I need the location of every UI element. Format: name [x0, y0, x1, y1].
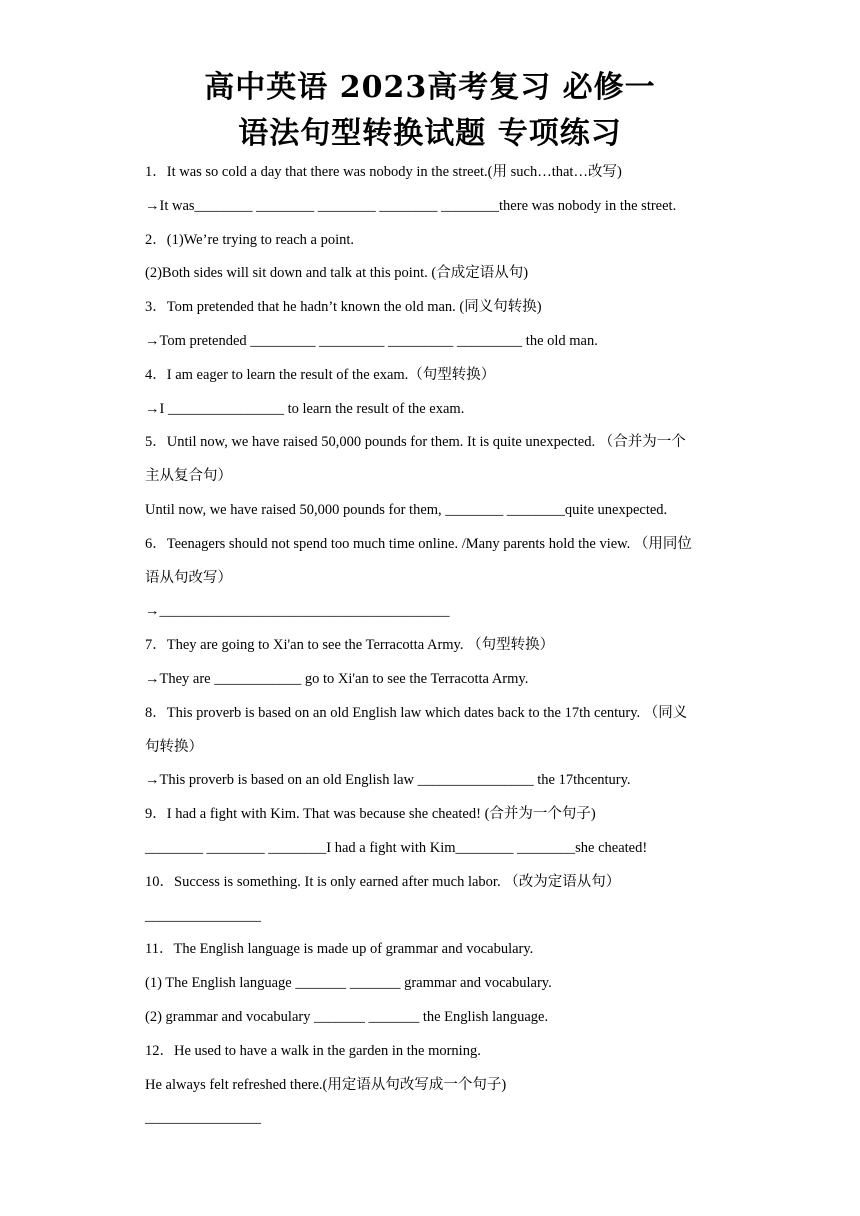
q11-answer-2: (2) grammar and vocabulary _______ _______ the English language.	[145, 1008, 549, 1025]
exercise-list	[145, 156, 725, 1136]
q1-prompt: 1．It was so cold a day that there was nobody in the street.(用 such…that…改写)	[145, 164, 622, 180]
page-subtitle: 语法句型转换试题 专项练习	[238, 116, 622, 151]
q2-prompt-2: (2)Both sides will sit down and talk at this point. (合成定语从句)	[145, 265, 529, 282]
page-title: 高中英语 2023高考复习 必修一	[204, 70, 656, 105]
q6-answer-line: →________________________________________	[145, 603, 450, 620]
q6-prompt: 6．Teenagers should not spend too much time online. /Many parents hold the view. （用同位	[145, 535, 692, 552]
q8-answer-line: →This proverb is based on an old English law ________________ the 17thcentury.	[145, 772, 631, 789]
q10-prompt: 10．Success is something. It is only earned after much labor. （改为定语从句）	[145, 873, 621, 890]
q3-prompt: 3．Tom pretended that he hadn’t known the old man. (同义句转换)	[145, 299, 542, 316]
q11-prompt: 11．The English language is made up of grammar and vocabulary.	[145, 941, 534, 958]
q5-answer-line: Until now, we have raised 50,000 pounds for them, ________ ________quite unexpected.	[145, 501, 668, 518]
q3-answer-line: →Tom pretended _________ _________ _________ _________ the old man.	[145, 332, 598, 349]
q2-prompt-1: 2．(1)We’re trying to reach a point.	[145, 231, 355, 248]
q10-answer-line: ________________	[145, 907, 261, 924]
q12-prompt-cont: He always felt refreshed there.(用定语从句改写成一个句子)	[145, 1076, 507, 1093]
q12-answer-line: ________________	[145, 1110, 261, 1127]
q5-prompt: 5．Until now, we have raised 50,000 pounds for them. It is quite unexpected. （合并为一个	[145, 434, 686, 451]
q6-prompt-cont: 语从句改写）	[145, 569, 232, 586]
q8-prompt-cont: 句转换）	[145, 738, 203, 755]
q9-prompt: 9．I had a fight with Kim. That was because she cheated! (合并为一个句子)	[145, 806, 596, 823]
q4-answer-line: →I ________________ to learn the result of the exam.	[145, 400, 465, 417]
q7-prompt: 7．They are going to Xi'an to see the Terracotta Army. （句型转换）	[145, 637, 555, 654]
q11-answer-1: (1) The English language _______ _______ grammar and vocabulary.	[145, 975, 552, 992]
q7-answer-line: →They are ____________ go to Xi'an to see the Terracotta Army.	[145, 670, 529, 687]
q1-answer-line: →It was________ ________ ________ ________ ________there was nobody in the street.	[145, 197, 677, 214]
q9-answer-line: ________ ________ ________I had a fight with Kim________ ________she cheated!	[145, 839, 648, 856]
q8-prompt: 8．This proverb is based on an old English law which dates back to the 17th century. （同义	[145, 704, 688, 721]
q12-prompt: 12．He used to have a walk in the garden in the morning.	[145, 1042, 481, 1059]
q4-prompt: 4．I am eager to learn the result of the exam.（句型转换）	[145, 366, 496, 383]
q5-prompt-cont: 主从复合句）	[145, 468, 232, 485]
